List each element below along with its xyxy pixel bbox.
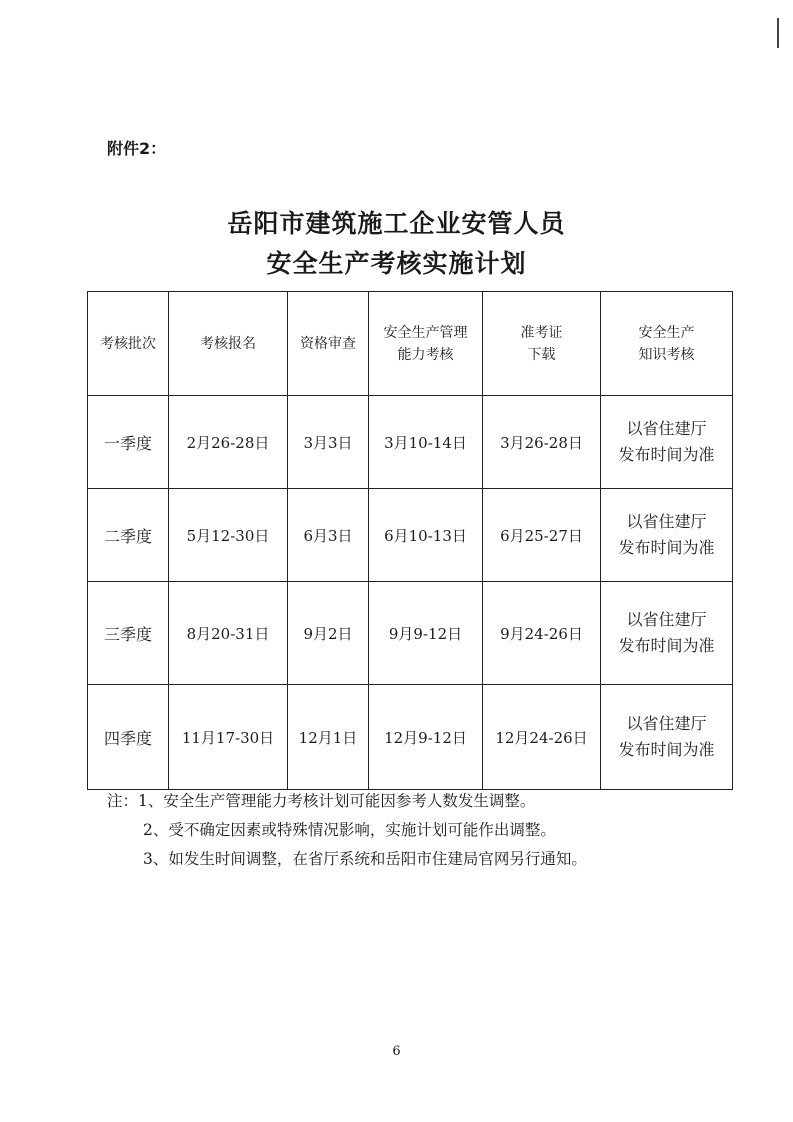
table-row <box>88 685 733 790</box>
attachment-label: 附件2： <box>107 139 167 158</box>
cell-ability: 6月10-13日 <box>369 489 483 582</box>
header-knowledge-exam: 安全生产 知识考核 <box>601 292 733 396</box>
note-line-3: 3、如发生时间调整，在省厅系统和岳阳市住建局官网另行通知。 <box>143 850 587 868</box>
table-row <box>88 582 733 685</box>
table-row <box>88 489 733 582</box>
page-number: 6 <box>392 1044 401 1059</box>
cell-ability: 12月9-12日 <box>369 685 483 790</box>
cell-knowledge: 以省住建厅 发布时间为准 <box>601 685 733 790</box>
notes-section <box>107 787 587 874</box>
table-row <box>88 396 733 489</box>
cell-signup: 2月26-28日 <box>169 396 288 489</box>
cell-review: 3月3日 <box>288 396 369 489</box>
exam-schedule-table <box>87 291 733 790</box>
document-title-line2: 安全生产考核实施计划 <box>266 249 527 278</box>
header-review: 资格审查 <box>288 292 369 396</box>
cell-signup: 8月20-31日 <box>169 582 288 685</box>
header-signup: 考核报名 <box>169 292 288 396</box>
cell-ticket: 3月26-28日 <box>483 396 601 489</box>
cell-ability: 9月9-12日 <box>369 582 483 685</box>
cell-quarter: 二季度 <box>88 489 169 582</box>
cell-knowledge: 以省住建厅 发布时间为准 <box>601 396 733 489</box>
cell-ticket: 12月24-26日 <box>483 685 601 790</box>
cell-signup: 5月12-30日 <box>169 489 288 582</box>
cell-review: 9月2日 <box>288 582 369 685</box>
cell-signup: 11月17-30日 <box>169 685 288 790</box>
page-edge-mark <box>777 18 779 48</box>
header-ability-exam: 安全生产管理 能力考核 <box>369 292 483 396</box>
cell-quarter: 三季度 <box>88 582 169 685</box>
cell-ability: 3月10-14日 <box>369 396 483 489</box>
document-title-line1: 岳阳市建筑施工企业安管人员 <box>227 209 566 238</box>
cell-quarter: 四季度 <box>88 685 169 790</box>
cell-quarter: 一季度 <box>88 396 169 489</box>
cell-ticket: 9月24-26日 <box>483 582 601 685</box>
header-ticket-download: 准考证 下载 <box>483 292 601 396</box>
cell-ticket: 6月25-27日 <box>483 489 601 582</box>
note-line-1: 注：1、安全生产管理能力考核计划可能因参考人数发生调整。 <box>107 792 536 810</box>
note-line-2: 2、受不确定因素或特殊情况影响，实施计划可能作出调整。 <box>143 821 556 839</box>
table-header-row <box>88 292 733 396</box>
cell-review: 6月3日 <box>288 489 369 582</box>
cell-review: 12月1日 <box>288 685 369 790</box>
cell-knowledge: 以省住建厅 发布时间为准 <box>601 489 733 582</box>
cell-knowledge: 以省住建厅 发布时间为准 <box>601 582 733 685</box>
header-batch: 考核批次 <box>88 292 169 396</box>
